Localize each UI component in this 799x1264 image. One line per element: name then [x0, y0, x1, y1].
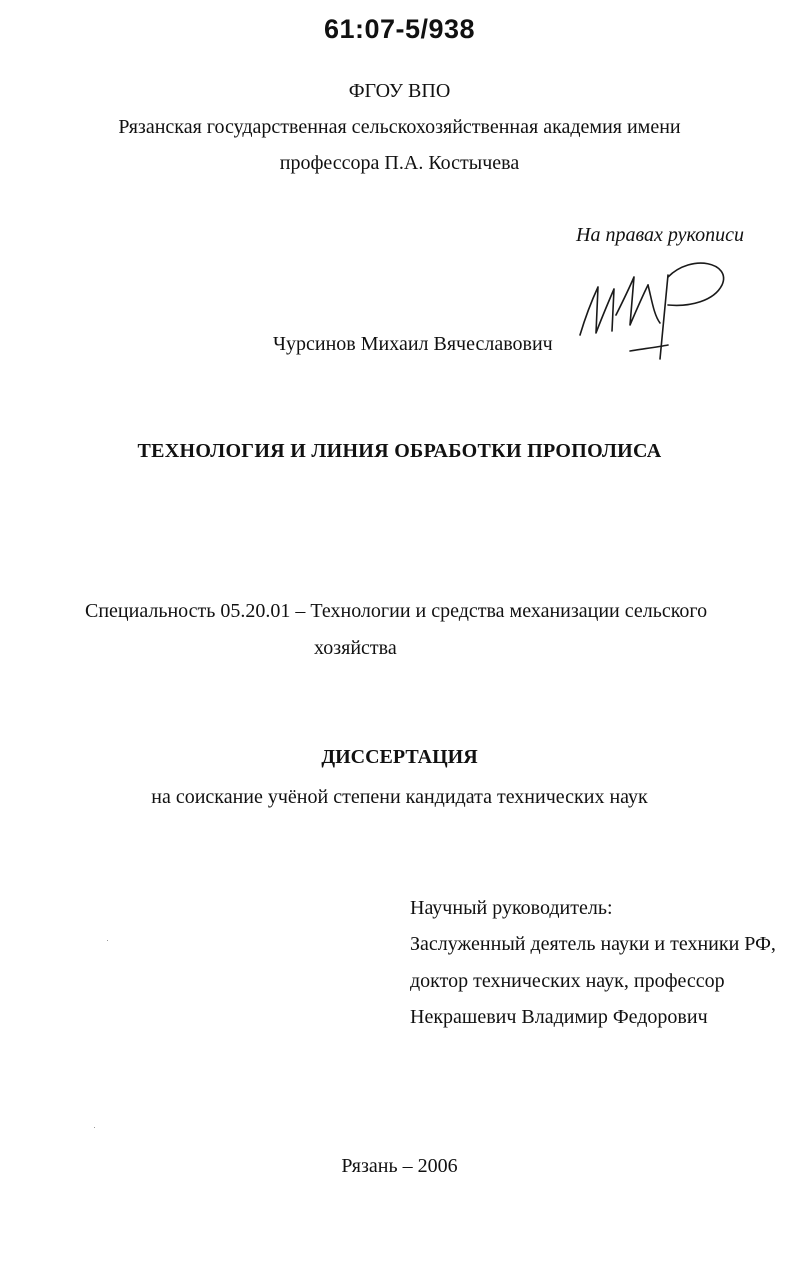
author-name: Чурсинов Михаил Вячеславович	[273, 333, 553, 355]
catalog-number: 61:07-5/938	[323, 14, 476, 44]
organization-name-line1: Рязанская государственная сельскохозяйственная академия имени	[118, 116, 681, 138]
scan-speck	[107, 940, 108, 941]
specialty-line2: хозяйства	[314, 637, 397, 659]
document-type: ДИССЕРТАЦИЯ	[321, 746, 478, 768]
specialty-line1: Специальность 05.20.01 – Технологии и средства механизации сельского	[85, 600, 708, 622]
rights-note: На правах рукописи	[576, 224, 744, 246]
degree-statement: на соискание учёной степени кандидата технических наук	[151, 786, 648, 808]
dissertation-title: ТЕХНОЛОГИЯ И ЛИНИЯ ОБРАБОТКИ ПРОПОЛИСА	[137, 440, 662, 462]
organization-type: ФГОУ ВПО	[348, 80, 451, 102]
supervisor-heading: Научный руководитель:	[410, 897, 613, 919]
city-year-footer: Рязань – 2006	[341, 1155, 458, 1177]
handwritten-signature	[572, 255, 732, 365]
organization-name-line2: профессора П.А. Костычева	[279, 152, 520, 174]
supervisor-title-line2: доктор технических наук, профессор	[410, 970, 725, 992]
supervisor-title-line1: Заслуженный деятель науки и техники РФ,	[410, 933, 776, 955]
supervisor-name: Некрашевич Владимир Федорович	[410, 1006, 708, 1028]
scan-speck	[94, 1127, 95, 1128]
